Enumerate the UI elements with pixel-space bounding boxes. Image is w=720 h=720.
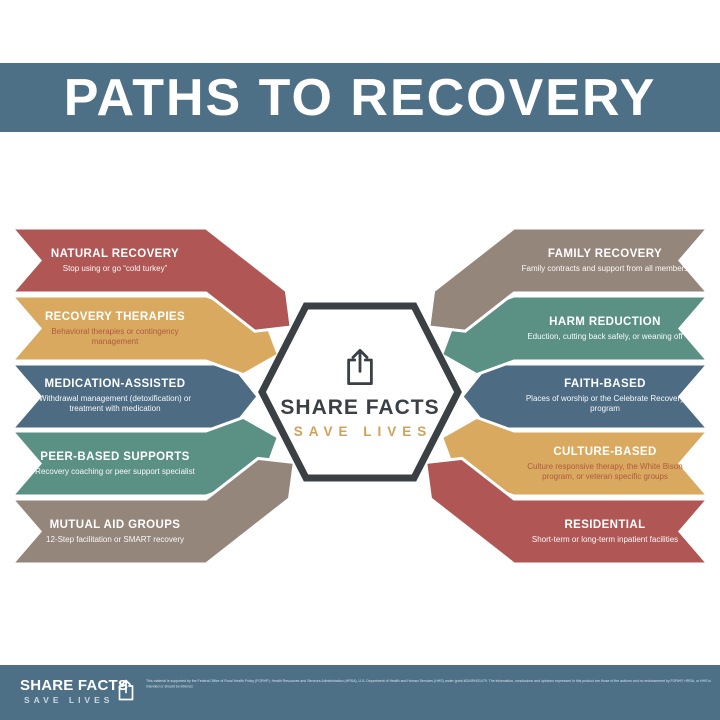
band-title: MUTUAL AID GROUPS — [49, 519, 181, 532]
page-title: PATHS TO RECOVERY — [63, 68, 657, 127]
footer-logo-subtitle: SAVE LIVES — [24, 695, 114, 705]
band-subtitle: Withdrawal management (detoxification) or treatment with medication — [38, 393, 192, 413]
share-icon — [114, 678, 138, 702]
center-badge — [270, 318, 450, 466]
footer-logo — [20, 677, 129, 705]
band-title: NATURAL RECOVERY — [50, 248, 180, 261]
arrow-left-2 — [12, 364, 258, 429]
band-subtitle: Culture responsive therapy, the White Bison program, or veteran specific groups — [527, 461, 683, 481]
band-title: FAITH-BASED — [564, 378, 646, 391]
band-title: FAMILY RECOVERY — [547, 248, 663, 261]
footer-fine-print: This material is supported by the Federal Office of Rural Health Policy (FORHP), Health Resources and Services Administration (HRSA), U.S. Department of Health and Human Services (HHS) under grant #D04RH31479. The information, conclusions and opinions expressed in this product are those of the authors and no endorsement by FORHP, HRSA, or HHS is intended or should be inferred. — [146, 679, 711, 689]
center-title: SHARE FACTS — [280, 395, 440, 419]
band-subtitle: Eduction, cutting back safely, or weaning off — [527, 331, 683, 341]
band-title: CULTURE-BASED — [553, 446, 657, 459]
band-subtitle: Behavioral therapies or contingency management — [51, 326, 179, 346]
band-title: RECOVERY THERAPIES — [44, 311, 186, 324]
band-title: PEER-BASED SUPPORTS — [40, 451, 190, 464]
footer-banner — [0, 665, 720, 720]
arrow-right-2 — [462, 364, 708, 429]
band-title: MEDICATION-ASSISTED — [44, 378, 186, 391]
band-subtitle: Stop using or go “cold turkey” — [62, 263, 168, 273]
band-subtitle: Short-term or long-term inpatient facilities — [531, 534, 679, 544]
band-title: RESIDENTIAL — [564, 519, 646, 532]
band-subtitle: Recovery coaching or peer support specialist — [35, 466, 195, 476]
band-title: HARM REDUCTION — [549, 316, 661, 329]
share-icon — [339, 346, 381, 388]
band-subtitle: Places of worship or the Celebrate Recovery program — [525, 393, 685, 413]
footer-logo-title: SHARE FACTS — [20, 677, 129, 694]
band-subtitle: Family contracts and support from all members — [521, 263, 689, 273]
band-subtitle: 12-Step facilitation or SMART recovery — [46, 534, 184, 544]
center-subtitle: SAVE LIVES — [293, 423, 433, 439]
